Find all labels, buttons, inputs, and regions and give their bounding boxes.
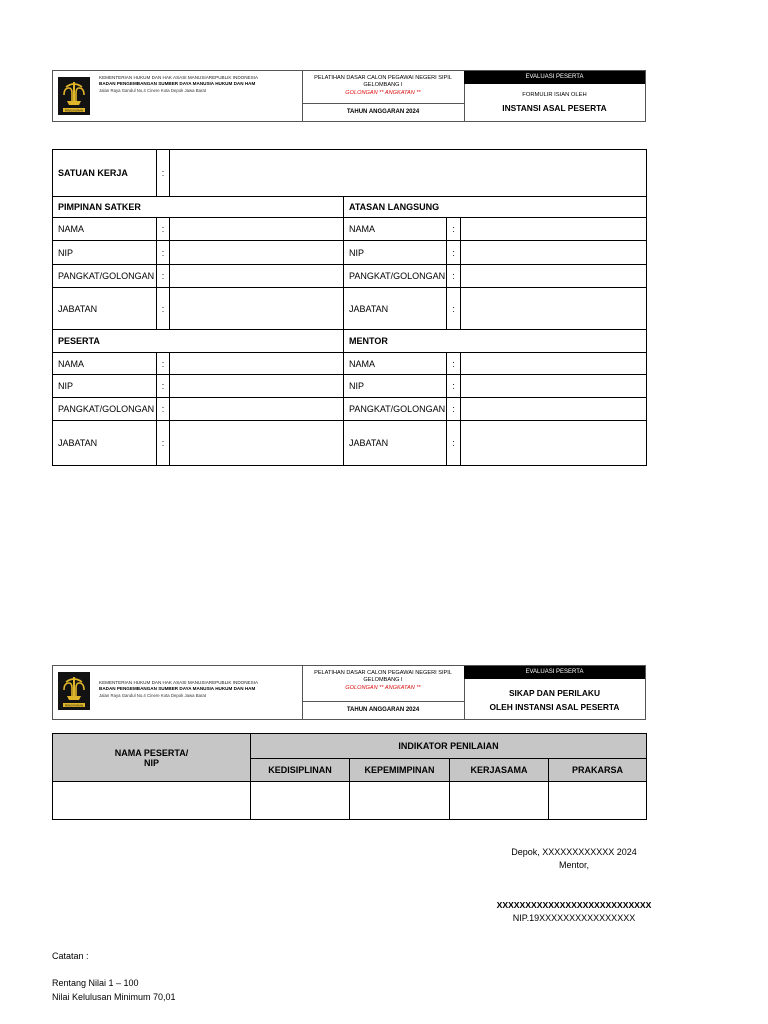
satuan-kerja-field[interactable] — [170, 150, 647, 197]
form-header-2 — [52, 665, 646, 720]
nama-peserta-header: NAMA PESERTA/ NIP — [53, 734, 251, 782]
pimpinan-jabatan-field[interactable] — [170, 288, 344, 330]
field-label: NIP — [53, 375, 157, 398]
pimpinan-nip-field[interactable] — [170, 241, 344, 265]
peserta-jabatan-field[interactable] — [170, 421, 344, 466]
field-label: NAMA — [344, 218, 447, 241]
field-label: NAMA — [53, 353, 157, 375]
kedisiplinan-score-field[interactable] — [251, 782, 350, 820]
training-wave: GELOMBANG I — [363, 82, 403, 89]
signature-block — [500, 846, 648, 872]
field-label: NAMA — [344, 353, 447, 375]
signer-name: XXXXXXXXXXXXXXXXXXXXXXXXXXX — [496, 900, 652, 910]
form-title-line2: OLEH INSTANSI ASAL PESERTA — [489, 702, 620, 712]
training-cell — [302, 666, 465, 719]
form-title-line1: SIKAP DAN PERILAKU — [508, 688, 601, 698]
atasan-nama-field[interactable] — [461, 218, 647, 241]
kerjasama-score-field[interactable] — [450, 782, 549, 820]
signer-role: Mentor, — [558, 860, 589, 870]
ministry-cell — [53, 71, 303, 121]
field-label: PANGKAT/GOLONGAN — [53, 265, 157, 288]
form-title: INSTANSI ASAL PESERTA — [502, 103, 607, 113]
field-label: NAMA — [53, 218, 157, 241]
ministry-cell — [53, 666, 303, 719]
pimpinan-pangkat-field[interactable] — [170, 265, 344, 288]
indikator-header: INDIKATOR PENILAIAN — [251, 734, 647, 759]
peserta-nip-field[interactable] — [170, 375, 344, 398]
form-title-cell — [464, 71, 645, 121]
ministry-logo-icon — [58, 672, 90, 710]
notes-label: Catatan : — [52, 951, 89, 961]
field-label: JABATAN — [53, 421, 157, 466]
training-batch: GOLONGAN ** ANGKATAN ** — [345, 684, 421, 691]
mentor-pangkat-field[interactable] — [461, 398, 647, 421]
col-prakarsa: PRAKARSA — [549, 759, 647, 782]
ministry-name: KEMENTERIAN HUKUM DAN HAK ASASI MANUSIAREPUBLIK INDONESIA — [99, 680, 259, 685]
atasan-pangkat-field[interactable] — [461, 265, 647, 288]
peserta-nama-field[interactable] — [170, 353, 344, 375]
training-title: PELATIHAN DASAR CALON PEGAWAI NEGERI SIPIL — [314, 75, 452, 81]
evaluation-table — [52, 733, 647, 820]
mentor-nip-field[interactable] — [461, 375, 647, 398]
agency-name: BADAN PENGEMBANGAN SUMBER DAYA MANUSIA HUKUM DAN HAM — [99, 81, 256, 87]
svg-text:PENGAYOMAN: PENGAYOMAN — [64, 704, 84, 708]
field-label: PANGKAT/GOLONGAN — [53, 398, 157, 421]
atasan-langsung-heading: ATASAN LANGSUNG — [344, 197, 647, 218]
training-batch: GOLONGAN ** ANGKATAN ** — [345, 89, 421, 96]
field-label: PANGKAT/GOLONGAN — [344, 398, 447, 421]
field-label: JABATAN — [344, 288, 447, 330]
fiscal-year: TAHUN ANGGARAN 2024 — [302, 103, 464, 121]
signer-nip: NIP.19XXXXXXXXXXXXXXXX — [512, 913, 636, 923]
form-header-1 — [52, 70, 646, 122]
form-subtitle: FORMULIR ISIAN OLEH — [522, 92, 587, 98]
pimpinan-satker-heading: PIMPINAN SATKER — [53, 197, 344, 218]
evaluation-label: EVALUASI PESERTA — [464, 71, 645, 84]
nama-peserta-field[interactable] — [53, 782, 251, 820]
score-range: Rentang Nilai 1 – 100 — [52, 978, 139, 988]
field-label: JABATAN — [53, 288, 157, 330]
training-title: PELATIHAN DASAR CALON PEGAWAI NEGERI SIPIL — [314, 670, 452, 676]
participant-info-table: SATUAN KERJA : PIMPINAN SATKER ATASAN LANGSUNG NAMA : NAMA : NIP : NIP : PANGKAT/GOLONGAN : PANGKAT/GOLONGAN : JABATAN : JABATAN : PESERTA MENTOR NAMA : NAMA : NIP : NIP : PANGKAT/GOLONGAN : PANGKAT/GOLONGAN : JABATAN : JABATAN : — [52, 149, 647, 466]
minimum-passing-score: Nilai Kelulusan Minimum 70,01 — [52, 992, 176, 1002]
fiscal-year: TAHUN ANGGARAN 2024 — [302, 701, 464, 719]
evaluation-label: EVALUASI PESERTA — [464, 666, 645, 679]
svg-text:PENGAYOMAN: PENGAYOMAN — [64, 109, 84, 113]
field-label: NIP — [53, 241, 157, 265]
satuan-kerja-label: SATUAN KERJA — [53, 150, 157, 197]
prakarsa-score-field[interactable] — [549, 782, 647, 820]
agency-address: Jalan Raya Gandul No.4 Cinere Kota Depok Jawa Barat — [99, 692, 207, 698]
atasan-nip-field[interactable] — [461, 241, 647, 265]
form-title-cell — [464, 666, 645, 719]
atasan-jabatan-field[interactable] — [461, 288, 647, 330]
field-label: PANGKAT/GOLONGAN — [344, 265, 447, 288]
peserta-heading: PESERTA — [53, 330, 344, 353]
field-label: NIP — [344, 375, 447, 398]
agency-address: Jalan Raya Gandul No.4 Cinere Kota Depok Jawa Barat — [99, 87, 207, 93]
mentor-jabatan-field[interactable] — [461, 421, 647, 466]
place-date: Depok, XXXXXXXXXXXX 2024 — [511, 847, 637, 857]
col-kedisiplinan: KEDISIPLINAN — [251, 759, 350, 782]
training-wave: GELOMBANG I — [363, 677, 403, 684]
field-label: NIP — [344, 241, 447, 265]
peserta-pangkat-field[interactable] — [170, 398, 344, 421]
col-kepemimpinan: KEPEMIMPINAN — [350, 759, 450, 782]
training-cell — [302, 71, 465, 121]
mentor-nama-field[interactable] — [461, 353, 647, 375]
field-label: JABATAN — [344, 421, 447, 466]
kepemimpinan-score-field[interactable] — [350, 782, 450, 820]
ministry-name: KEMENTERIAN HUKUM DAN HAK ASASI MANUSIAREPUBLIK INDONESIA — [99, 75, 259, 80]
pimpinan-nama-field[interactable] — [170, 218, 344, 241]
ministry-logo-icon — [58, 77, 90, 115]
agency-name: BADAN PENGEMBANGAN SUMBER DAYA MANUSIA HUKUM DAN HAM — [99, 686, 256, 692]
col-kerjasama: KERJASAMA — [450, 759, 549, 782]
mentor-heading: MENTOR — [344, 330, 647, 353]
